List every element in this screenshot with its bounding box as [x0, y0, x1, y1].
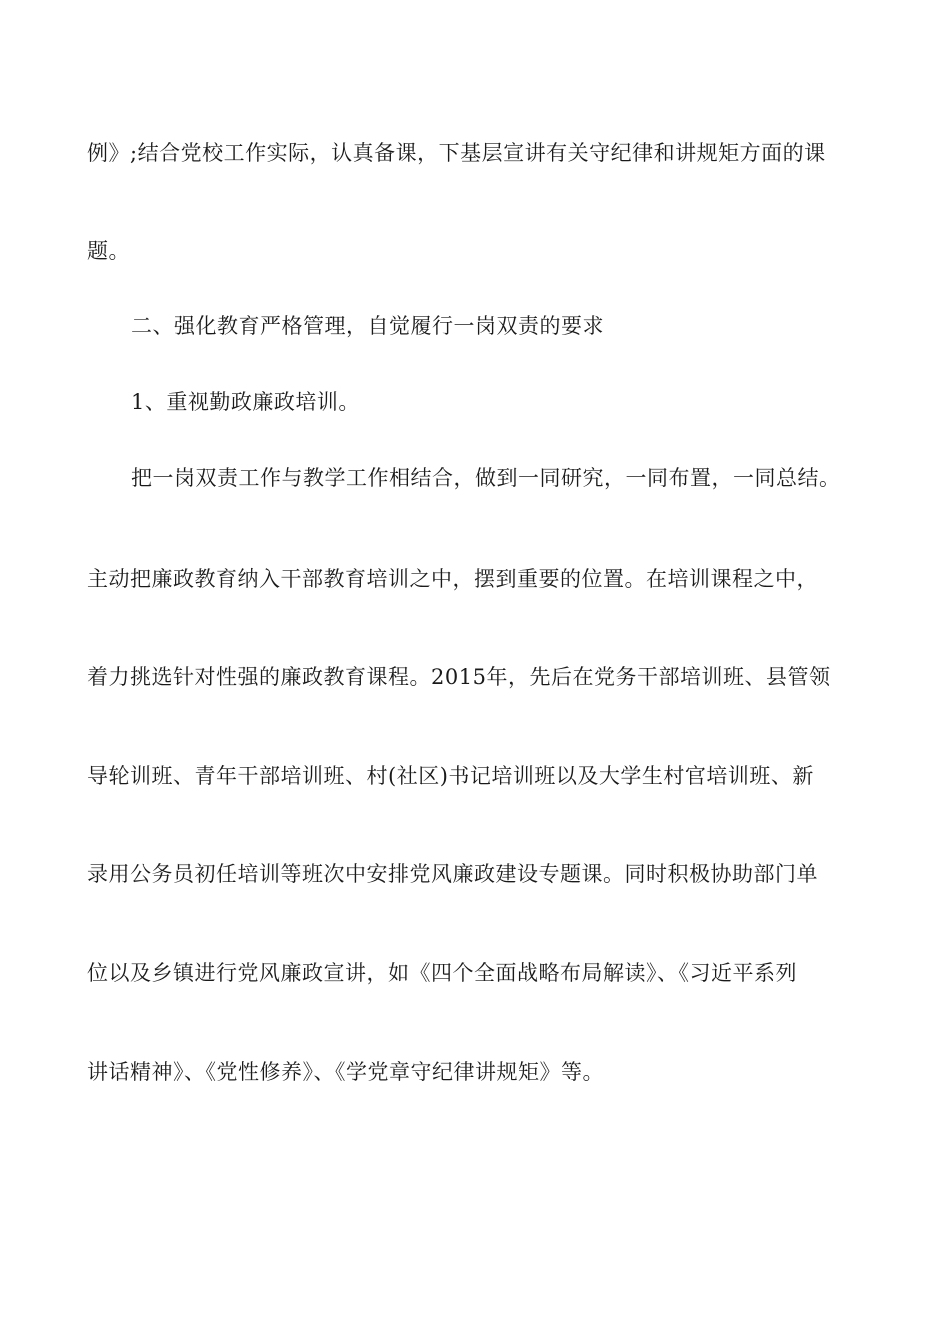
- paragraph-line: 着力挑选针对性强的廉政教育课程。2015年，先后在党务干部培训班、县管领: [87, 665, 831, 689]
- paragraph-line: 导轮训班、青年干部培训班、村(社区)书记培训班以及大学生村官培训班、新: [87, 764, 814, 788]
- paragraph-line: 把一岗双责工作与教学工作相结合，做到一同研究，一同布置，一同总结。: [131, 466, 841, 490]
- paragraph-line: 录用公务员初任培训等班次中安排党风廉政建设专题课。同时积极协助部门单: [87, 862, 818, 886]
- paragraph-line: 位以及乡镇进行党风廉政宣讲，如《四个全面战略布局解读》、《习近平系列: [87, 961, 797, 985]
- paragraph-line: 主动把廉政教育纳入干部教育培训之中，摆到重要的位置。在培训课程之中，: [87, 567, 818, 591]
- subsection-heading: 1、重视勤政廉政培训。: [131, 390, 360, 414]
- section-heading: 二、强化教育严格管理，自觉履行一岗双责的要求: [131, 314, 604, 338]
- paragraph-line: 讲话精神》、《党性修养》、《学党章守纪律讲规矩》等。: [87, 1060, 604, 1084]
- paragraph-line: 例》;结合党校工作实际，认真备课，下基层宣讲有关守纪律和讲规矩方面的课: [87, 141, 826, 165]
- paragraph-line: 题。: [87, 239, 130, 263]
